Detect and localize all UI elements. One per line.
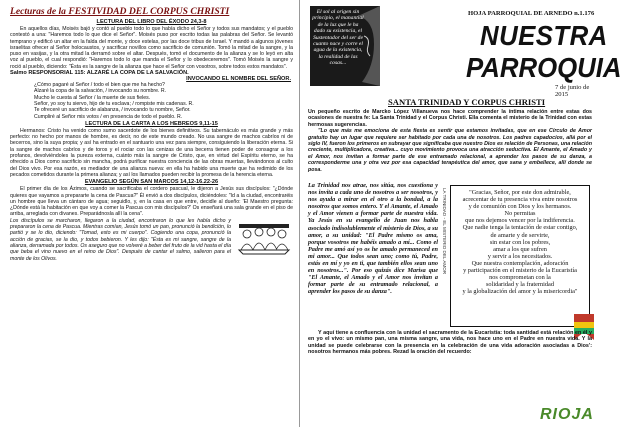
prayer-line: de amarte y de servirte, <box>490 231 550 239</box>
bulletin-number: HOJA PARROQUIAL DE ARNEDO n.1.176 <box>468 10 595 17</box>
prayer-line: amar a los que sufren <box>493 245 547 253</box>
issue-date: 7 de junio de 2015 <box>555 84 590 98</box>
psalm-line: Te ofreceré un sacrificio de alabanza, / invocando tu nombre, Señor. <box>34 107 191 114</box>
masthead-line1: NUESTRA <box>480 20 608 51</box>
prayer-line: y servir a los necesitados. <box>487 252 553 260</box>
psalm-line: ¿Cómo pagaré al Señor / todo el bien que me ha hecho? <box>34 82 165 89</box>
article-closing <box>308 330 592 356</box>
prayer-line: nos comprometan con la <box>489 274 551 282</box>
prayer-line: No permitas <box>504 210 536 218</box>
prayer-box <box>450 185 590 327</box>
masthead-line2: PARROQUIA <box>466 52 622 83</box>
reading1-text: En aquellos días, Moisés bajó y contó al pueblo todo lo que había dicho el Señor y todos sus mandatos; y el pueblo contestó a una: "Haremos todo lo que dice el Señor". Moisés puso por escrito todas las palabras del Señor. Se levantó temprano y edificó un altar en la falda del monte, y doce estelas, por las doce tribus de Israel. Y mandó a algunos jóvenes israelitas ofrecer al Señor holocaustos, y sacrificar novillos como sacrificio de comunión. Tomó la mitad de la sangre, y la puso en vasijas, y la otra mitad la derramó sobre el altar. Después, tomó el documento de la alianza y se lo leyó en alta voz al pueblo, el cual respondió: "Haremos todo lo que manda el Señor y lo obedeceremos". Tomó Moisés la sangre y roció al pueblo, diciendo: "Ésta es la sangre de la alianza que hace el Señor con vosotros, sobre todos estos mandatos". <box>10 26 293 70</box>
prayer-line: y de comunión con Dios y los hermanos. <box>468 203 572 211</box>
article-intro <box>308 109 592 173</box>
right-page <box>300 0 622 427</box>
article-title: SANTA TRINIDAD Y CORPUS CHRISTI <box>388 97 546 107</box>
left-page-header: Lecturas de la FESTIVIDAD DEL CORPUS CHRISTI <box>10 6 230 17</box>
intro-paragraph: Un pequeño escrito de Marcko López Villanueva nos hace comprender la íntima relación entre estas dos ocasiones de nuestra fe: La Santa Trinidad y el Corpus Christi. Ella comenta el misterio de la Trinidad con estas hermosas sugerencias. <box>308 109 592 128</box>
psalm-lines <box>10 82 293 120</box>
prayer-line: y la globalización del amor y la misericordia" <box>462 288 578 296</box>
reading1-title: LECTURA DEL LIBRO DEL ÉXODO 24,3-8 <box>96 19 207 25</box>
psalm-line: Cumpliré al Señor mis votos / en presencia de todo el pueblo. R. <box>34 113 183 120</box>
rioja-logo: RIOJA <box>540 406 594 423</box>
quote-text: El sol al origen sin principio, el manantial de la luz que le ha dado su existencia, el Sustentador del ser de cuanto nace y corre el agua de la existencia, la realidad de las cosas... <box>312 9 364 67</box>
last-supper-drawing-icon <box>235 220 293 258</box>
closing-paragraph: Y aquí tiene a confluencia con la unidad el sacramento de la Eucaristía: toda santidad está relación en él y en yo el vivo: un mismo pan, una misma sangre, una vida, nos hace uno en el Padre en nuestra vida. Y la unidad se puede celebrarse con la presencia en la celebración de una vida adoración asociadas a Dios': nosotros hermanos más pobres. Rezad la oración del recuerdo: <box>308 330 592 356</box>
prayer-line: acrecentar de tu presencia viva entre nosotros <box>462 196 578 204</box>
prayer-line: y participación en el misterio de la Eucaristía <box>463 267 577 275</box>
prayer-line: que nos dejemos vencer por la indiferencia. <box>465 217 575 225</box>
prayer-line: Que nadie tenga la tentación de estar contigo, <box>462 224 578 232</box>
gospel-text-continued: Los discípulos se marcharon, llegaron a la ciudad, encontraron lo que les había dicho y prepararon la cena de Pascua. Mientras comían, Jesús tomó un pan, pronunció la bendición, lo partió y se lo dio, diciendo: "Tomad, esto es mi cuerpo". Cogiendo una copa, pronunció la acción de gracias, se la dio, y todos bebieron. Y les dijo: "Ésta es mi sangre, sangre de la alianza, derramada por todos. Os aseguro que no volveré a beber del fruto de la vid hasta el día que beba el vino nuevo en el reino de Dios". Después de cantar el salmo, salieron para el monte de los Olivos. <box>10 217 231 262</box>
psalm-line: Mucho le cuesta al Señor / la muerte de sus fieles. <box>34 94 151 101</box>
prayer-line: sin estar con los pobres, <box>489 238 551 246</box>
article-column <box>308 182 438 296</box>
psalm-title: Salmo RESPONSORIAL 115: ALZARÉ LA COPA DE LA SALVACIÓN. <box>10 70 189 77</box>
vertical-caption: LA TRINIDAD - EL MISTERIO DEL AMOR <box>442 188 447 275</box>
gospel-title: EVANGELIO SEGÚN SAN MARCOS 14,12-16.22-26 <box>84 179 219 186</box>
intro-quote: "Lo que más me emociona de esta fiesta es sentir que estamos invitadas, que en ese Círculo de Amor gratuito hay un lugar que requiere ser habitado por cada una de nosotros. Los padres capadocios, allá por el siglo IV, fueron los primeros en subrayar que significaba que nuestro Dios es relación de Personas, una relación creciente, multiplicadora, creativa... cuyo movimiento provoca una atracción seductiva. El Amante, el Amado y el Amor, nos invitan a formar parte de ese entramado relacional, a aprender los pasos de su danza, a corresponderme una y otra vez por esa capacidad terapéutica del amor, que sana y embellece, allí donde se posa. <box>308 128 592 173</box>
gospel-text: El primer día de los Ázimos, cuando se sacrificaba el cordero pascual, le dijeron a Jesús sus discípulos: "¿Dónde quieres que vayamos a prepararte la cena de Pascua?" Él envió a dos discípulos, diciéndoles: "Id a la ciudad, encontraréis un hombre que lleva un cántaro de agua; seguidlo, y, en la casa en que entre, decidle al dueño: 'El Maestro pregunta: ¿Dónde está la habitación en que voy a comer la Pascua con mis discípulos?' Os enseñará una sala grande en el piso de arriba, arreglada con divanes. Preparádnosla allí la cena". <box>10 186 293 218</box>
psalm-line: Señor, yo soy tu siervo, hijo de tu esclava; / rompiste mis cadenas. R. <box>34 100 194 107</box>
reading2-text: Hermanos: Cristo ha venido como sumo sacerdote de los bienes definitivos. Su tabernáculo es más grande y más perfecto: no hecho por manos de hombre, es decir, no de este mundo creado. No usa sangre de machos cabríos ni de becerros, sino la suya propia; y así ha entrado en el santuario una vez para siempre, consiguiendo la liberación eterna. Si la sangre de machos cabríos y de toros y el rociar con las cenizas de una becerra tienen poder de consagrar a los profanos, devolviéndoles la pureza externa, cuánto más la sangre de Cristo, que, en virtud del Espíritu eterno, se ha ofrecido a Dios como sacrificio sin mancha, podrá purificar nuestra conciencia de las obras muertas, llevándonos al culto del Dios vivo. Por esa razón, es mediador de una alianza nueva: en ella ha habido una muerte que ha redimido de los pecados cometidos durante la primera alianza; y así los llamados pueden recibir la promesa de la herencia eterna. <box>10 127 293 178</box>
left-page <box>0 0 300 427</box>
quote-panel <box>310 6 380 86</box>
last-supper-illustration <box>235 220 293 258</box>
prayer-line: Que nuestra contemplación, adoración <box>471 259 569 267</box>
prayer-line: "Gracias, Señor, por este don admirable, <box>469 189 571 196</box>
column-text: La Trinidad nos atrae, nos sitúa, nos cuestiona y nos invita a cada uno de nosotros a ser nosotros, y nos ayuda a mirar en el otro a la bondad, a la nosotros que somos entero. Y el Amante, el Amado y el Amor vienen a formar parte de nuestra vida. Ya Jesús en su evangelio de Juan nos habla asociado indisolublemente el misterio de Dios, a su amor, a su unidad: "El Padre mismo os ama, porque vosotros me habéis amado a mí... Como el Padre me amó así yo os he amado permaneced en mi amor... Que todos sean uno; como tú, Padre, estás en mí y yo en ti, que también ellos sean uno en nosotros...". Por eso quizás dice Marisa que "El Amante, el Amado y el Amor nos invitan a formar parte de su entramado relacional, a aprender los pasos de su danza". <box>308 182 438 296</box>
psalm-subtitle: INVOCANDO EL NOMBRE DEL SEÑOR. <box>186 76 291 83</box>
reading2-title: LECTURA DE LA CARTA A LOS HEBREOS 9,11-15 <box>85 120 218 127</box>
psalm-line: Alzaré la copa de la salvación, / invocando su nombre. R. <box>34 88 167 95</box>
prayer-line: solidaridad y la fraternidad <box>485 281 554 289</box>
